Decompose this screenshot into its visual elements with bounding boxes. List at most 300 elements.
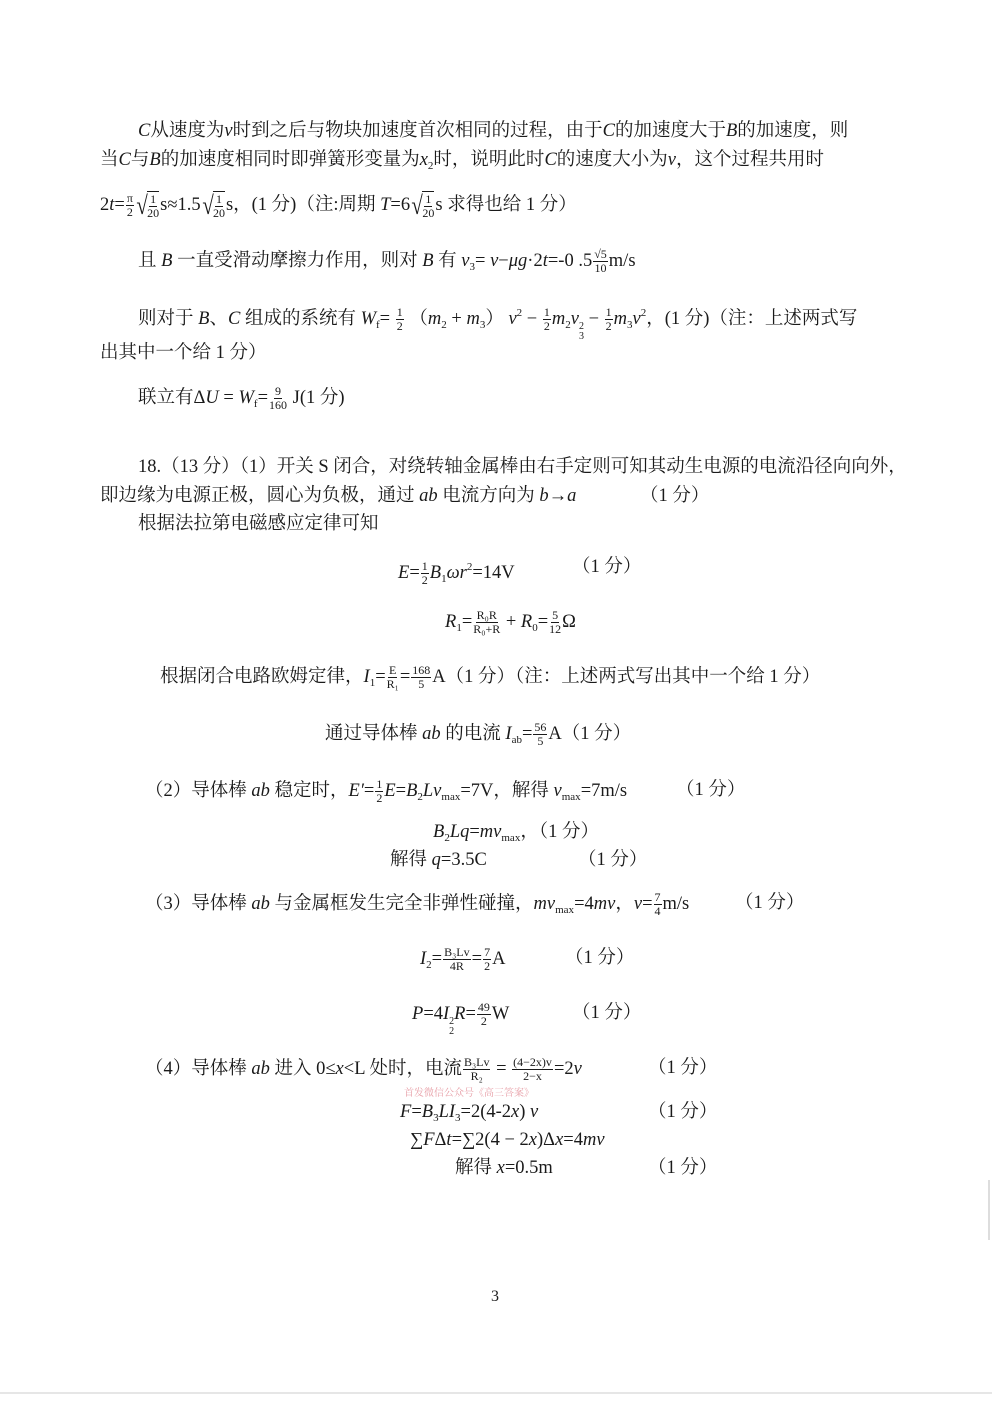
subscript: max [555, 903, 575, 916]
subscript: 2 [426, 958, 432, 971]
text-run: = [379, 309, 395, 329]
fraction-denominator: 2 [480, 1014, 487, 1028]
text-run: 即边缘为电源正极，圆心为负极，通过 [100, 486, 420, 506]
subscript: 2 [565, 319, 571, 331]
text-run: 与 [130, 150, 150, 170]
fraction [421, 560, 429, 587]
fraction [126, 192, 134, 219]
fraction-numerator: 49 [477, 1000, 490, 1014]
fraction-numerator: E [389, 663, 397, 677]
text-run: A（1 分） [548, 723, 632, 744]
text-run: 的速度大小为 [556, 150, 668, 170]
text-run: 18.（13 分）（1）开关 S 闭合，对绕转轴金属棒由右手定则可知其动生电源的电流沿径向向外， [138, 457, 907, 477]
text-run: 且 [138, 250, 162, 271]
math-variable: x [528, 1130, 537, 1150]
text-run: − [583, 309, 604, 329]
fraction-numerator: 1 [215, 192, 222, 206]
fraction [512, 1056, 553, 1083]
text-run: 根据法拉第电磁感应定律可知 [138, 514, 379, 534]
math-variable: W [360, 309, 376, 329]
text-line [410, 1128, 605, 1152]
text-run: 与金属框发生完全非弹性碰撞， [269, 893, 534, 914]
fraction-numerator: √5 [594, 247, 607, 261]
math-variable: B [429, 563, 442, 583]
text-run: 联立有Δ [138, 387, 206, 408]
text-run: = [475, 250, 491, 271]
fraction [533, 721, 547, 748]
text-run: Ω [562, 611, 576, 632]
text-run: ·2 [527, 250, 543, 271]
fraction [443, 946, 471, 973]
radical-sign-icon: √ [136, 190, 148, 220]
text-line [455, 1156, 553, 1180]
fraction-denominator: 20 [212, 206, 225, 220]
text-run: = [491, 1058, 512, 1079]
text-run: = [537, 611, 549, 632]
text-run: （3）导体棒 [145, 893, 252, 914]
subscript: 1 [441, 573, 447, 585]
text-line [138, 119, 848, 143]
fraction-denominator: 4 [654, 904, 661, 918]
text-run: = [363, 780, 375, 801]
fraction [549, 609, 561, 636]
score-mark: （1 分） [735, 893, 805, 913]
text-run: =14V [472, 563, 515, 583]
math-variable: m [466, 309, 480, 329]
subscript: 2 [441, 319, 447, 331]
fraction-numerator: B₃Lv [463, 1055, 490, 1069]
math-variable: x [511, 1102, 520, 1122]
subscript: max [501, 832, 521, 844]
fraction-denominator: R₂ [470, 1069, 483, 1083]
subscript: 3 [433, 1112, 439, 1124]
text-run: m/s [662, 893, 690, 914]
math-variable: v [633, 893, 643, 914]
subscript: f [253, 397, 258, 410]
text-line [138, 385, 345, 416]
radical-sign-icon: √ [202, 190, 214, 220]
math-variable: m [613, 309, 628, 329]
fraction [477, 1001, 491, 1028]
math-variable: I [505, 723, 512, 744]
math-variable: v [224, 121, 233, 141]
text-run: 从速度为 [150, 121, 225, 141]
text-line [145, 778, 627, 809]
text-run: =0.5m [504, 1158, 553, 1178]
fraction-denominator: 20 [422, 206, 435, 220]
math-variable: E [384, 780, 396, 801]
text-run: 时，说明此时 [433, 150, 545, 170]
math-variable: a [567, 486, 577, 506]
fraction-numerator: 9 [275, 384, 281, 398]
math-variable: U [205, 387, 219, 408]
text-run: = [218, 387, 239, 408]
text-run: = [469, 822, 480, 842]
fraction-numerator: 1 [396, 305, 403, 320]
text-run: =-0 .5 [547, 250, 593, 271]
fraction [483, 946, 491, 973]
math-variable: v [490, 250, 499, 271]
math-variable: W [238, 387, 254, 408]
text-line [325, 721, 631, 752]
math-variable: Lv [422, 780, 442, 801]
text-run: 出其中一个给 1 分） [100, 343, 267, 363]
math-variable: v [667, 150, 677, 170]
subscript: 3 [578, 331, 584, 342]
superscript: 2 [640, 307, 647, 319]
superscript: 2 [578, 321, 584, 332]
watermark: 首发微信公众号《高三答案》 [404, 1088, 534, 1099]
math-variable: T [380, 194, 391, 215]
superscript: 2 [516, 307, 523, 319]
text-line [100, 191, 577, 220]
text-run: = [642, 893, 653, 914]
fraction-numerator: 1 [425, 192, 432, 206]
fraction [605, 306, 613, 333]
text-line [420, 946, 505, 977]
text-run: s 求得也给 1 分） [435, 194, 577, 215]
text-run: = [465, 1003, 476, 1024]
text-run: ) [519, 1102, 531, 1122]
text-run: 、 [209, 309, 228, 329]
math-variable: v [573, 1058, 582, 1079]
text-run: = [399, 666, 411, 687]
square-root [201, 191, 226, 220]
math-variable: b [539, 486, 549, 506]
fraction-denominator: 160 [269, 398, 287, 412]
subscript: ab [511, 733, 522, 746]
text-run: 解得 [390, 850, 432, 870]
text-run: 的电流 [440, 723, 506, 744]
subscript: 1 [369, 676, 376, 689]
fraction-denominator: R₁ [386, 677, 399, 691]
fraction-denominator: 2 [605, 319, 612, 334]
fraction-numerator: 1 [150, 192, 157, 206]
fraction-numerator: 7 [484, 945, 491, 959]
text-run: 有 [433, 250, 462, 271]
math-variable: B [406, 780, 418, 801]
subscript: f [376, 319, 380, 331]
text-run: 稳定时， [269, 780, 349, 801]
math-variable: v [553, 780, 562, 801]
fraction-numerator: 5 [552, 608, 559, 622]
fraction-numerator: 1 [605, 305, 612, 320]
text-line [138, 512, 379, 536]
math-variable: C [602, 121, 615, 141]
text-run: ，（1 分） [520, 822, 599, 842]
subscript: 2 [427, 160, 434, 172]
math-variable: B [422, 250, 434, 271]
text-line [145, 891, 689, 922]
text-run: = [461, 611, 473, 632]
score-mark: （1 分） [565, 948, 635, 968]
text-run: ，这个过程共用时 [676, 150, 825, 170]
text-run: 解得 [455, 1158, 497, 1178]
fraction-numerator: (4−2x)v [513, 1055, 552, 1069]
subscript: 3 [627, 319, 633, 331]
score-mark: （1 分） [648, 1158, 718, 1178]
score-mark: （1 分） [648, 1102, 718, 1122]
text-run: J(1 分) [288, 387, 345, 408]
text-run: ∑ [410, 1130, 424, 1150]
text-line [412, 1001, 509, 1037]
text-run: 当 [100, 150, 119, 170]
fraction-denominator: 2 [484, 959, 491, 973]
text-line [138, 455, 907, 479]
math-variable: Lq [449, 822, 470, 842]
math-variable: t [446, 1130, 452, 1150]
math-variable: ab [251, 1058, 270, 1079]
math-variable: F [423, 1130, 435, 1150]
math-variable: E [398, 563, 410, 583]
math-variable: C [118, 150, 131, 170]
text-line [390, 848, 487, 872]
text-run: 的加速度大于 [614, 121, 726, 141]
subscript: max [561, 790, 581, 803]
math-variable: B [725, 121, 738, 141]
math-variable: q [431, 850, 441, 870]
fraction-denominator: 2 [421, 573, 428, 588]
fraction [593, 248, 608, 275]
text-run: 电流方向为 [437, 486, 540, 506]
text-run: + [501, 611, 521, 632]
text-run: ， [615, 893, 634, 914]
subscript: 3 [479, 319, 486, 331]
text-run: 组成的系统有 [240, 309, 361, 329]
fraction-denominator: 2 [126, 205, 133, 219]
math-variable: v [530, 1102, 539, 1122]
text-run: + [446, 309, 467, 329]
fraction-numerator: 56 [534, 720, 547, 734]
math-variable: R [454, 1003, 466, 1024]
math-variable: mv [533, 893, 556, 914]
fraction [375, 778, 383, 805]
math-variable: B [161, 250, 173, 271]
fraction [213, 191, 225, 220]
text-run: = [375, 666, 386, 687]
text-run: s≈1.5 [160, 194, 201, 215]
math-variable: B [433, 822, 445, 842]
superscript: 2 [466, 561, 473, 573]
text-run: =7V，解得 [460, 780, 554, 801]
fraction-denominator: 2 [396, 319, 403, 334]
math-variable: m [551, 309, 566, 329]
text-run: =4 [563, 1130, 583, 1150]
fraction-denominator: 2 [543, 319, 550, 334]
text-run: 根据闭合电路欧姆定律， [160, 666, 364, 687]
math-variable: C [138, 121, 151, 141]
text-run: =7m/s [580, 780, 628, 801]
subscript: 2 [417, 790, 423, 803]
subscript: max [441, 790, 461, 803]
math-variable: v [461, 250, 470, 271]
page-number: 3 [491, 1288, 499, 1305]
math-variable: t [109, 194, 115, 215]
math-variable: x [335, 1058, 344, 1079]
fraction-numerator: 168 [412, 663, 431, 677]
text-run: 时到之后与物块加速度首次相同的过程，由于 [232, 121, 603, 141]
math-variable: x [419, 150, 428, 170]
text-run: = [411, 1102, 422, 1122]
score-mark: （1 分） [572, 557, 642, 577]
fraction-denominator: 5 [418, 677, 425, 691]
text-run: m/s [608, 250, 636, 271]
text-run: =3.5C [440, 850, 487, 870]
text-line [400, 1100, 538, 1130]
fraction [543, 306, 551, 333]
subscript: 3 [469, 260, 476, 273]
text-run: A [492, 948, 506, 969]
scan-edge [0, 1392, 992, 1394]
text-run: （2）导体棒 [145, 780, 252, 801]
fraction-denominator: 20 [147, 206, 160, 220]
text-run: =4 [423, 1003, 443, 1024]
text-run: =2(4-2 [460, 1102, 512, 1122]
text-run: = [395, 780, 407, 801]
text-line [160, 664, 820, 695]
subscript: 3 [455, 1112, 461, 1124]
score-mark: （1 分） [676, 780, 746, 800]
fraction [473, 609, 500, 636]
subscript: 2 [449, 1025, 455, 1037]
math-variable: ab [251, 893, 270, 914]
fraction [269, 385, 287, 412]
math-variable: ab [251, 780, 270, 801]
math-variable: ωr [446, 563, 467, 583]
fraction-denominator: 2 [376, 791, 383, 805]
fraction [654, 891, 662, 918]
text-line [100, 484, 576, 508]
text-run: 的加速度，则 [737, 121, 849, 141]
text-run: = [471, 948, 483, 969]
text-line [445, 609, 576, 640]
fraction [387, 664, 399, 691]
text-run: 通过导体棒 [325, 723, 423, 744]
math-variable: I [363, 666, 370, 687]
fraction-denominator: 5 [537, 734, 544, 748]
text-run: = [431, 948, 443, 969]
text-line [100, 148, 824, 178]
math-variable: R [445, 611, 457, 632]
math-variable: R [520, 611, 533, 632]
square-root [135, 191, 160, 220]
math-variable: mv [479, 822, 502, 842]
text-run: =4 [574, 893, 594, 914]
text-run: 的加速度相同时即弹簧形变量为 [160, 150, 420, 170]
text-run: )Δ [537, 1130, 556, 1150]
square-root [410, 191, 435, 220]
math-variable: mv [582, 1130, 605, 1150]
text-run: 一直受滑动摩擦力作用，则对 [172, 250, 423, 271]
text-run: 进入 0≤ [269, 1058, 336, 1079]
math-variable: x [496, 1158, 505, 1178]
text-run: = [409, 563, 420, 583]
scan-edge-right [988, 1180, 990, 1240]
fraction [411, 664, 431, 691]
text-line [100, 341, 267, 365]
text-run: − [498, 250, 509, 271]
text-line [398, 555, 515, 591]
fraction-numerator: 1 [376, 777, 383, 791]
math-variable: E′ [348, 780, 364, 801]
math-variable: B [421, 1102, 434, 1122]
text-run: A（1 分）（注：上述两式写出其中一个给 1 分） [432, 666, 821, 687]
fraction [463, 1056, 491, 1083]
text-line [138, 248, 636, 279]
subscript: 2 [444, 832, 450, 844]
math-variable: m [427, 309, 442, 329]
text-run: = [521, 723, 533, 744]
text-run: 2 [100, 194, 110, 215]
radical-sign-icon: √ [411, 190, 423, 220]
text-run: − [522, 309, 542, 329]
fraction-numerator: B₃Lv [444, 945, 470, 959]
math-variable: t [542, 250, 548, 271]
score-mark: （1 分） [578, 850, 648, 870]
fraction [147, 191, 159, 220]
text-run: s，(1 分)（注:周期 [225, 194, 381, 215]
math-variable: μg [508, 250, 528, 271]
fraction-numerator: R₀R [476, 608, 497, 622]
text-run: = [257, 387, 268, 408]
subscript: 0 [532, 621, 538, 634]
math-variable: ab [422, 723, 441, 744]
text-run: =2 [553, 1058, 574, 1079]
score-mark: （1 分） [648, 1058, 718, 1078]
math-variable: B [198, 309, 210, 329]
fraction-numerator: 1 [421, 559, 428, 574]
math-variable: I [420, 948, 427, 969]
score-mark: （1 分） [572, 1003, 642, 1023]
fraction-numerator: π [126, 191, 133, 205]
math-variable: mv [593, 893, 616, 914]
fraction-denominator: 4R [449, 959, 464, 973]
text-run: （ [404, 309, 428, 329]
fraction-numerator: 1 [543, 305, 550, 320]
text-line [138, 301, 857, 342]
math-variable: ab [419, 486, 438, 506]
text-run: = [114, 194, 125, 215]
math-variable: P [412, 1003, 424, 1024]
text-run: 则对于 [138, 309, 199, 329]
math-variable: v [508, 309, 517, 329]
math-variable: C [544, 150, 557, 170]
math-variable: x [555, 1130, 564, 1150]
text-run: =∑2(4 − 2 [451, 1130, 529, 1150]
text-line [433, 820, 599, 850]
math-variable: F [400, 1102, 412, 1122]
score-mark: （1 分） [640, 486, 710, 506]
text-run: ） [485, 309, 509, 329]
math-variable: C [227, 309, 241, 329]
math-variable: v [570, 309, 579, 329]
fraction-denominator: 12 [549, 622, 562, 636]
text-run: ，(1 分)（注：上述两式写 [646, 309, 858, 329]
fraction-denominator: 2−x [523, 1069, 542, 1083]
text-run: → [548, 486, 568, 506]
fraction [422, 191, 434, 220]
math-variable: I [443, 1003, 450, 1024]
text-run: <L 处时，电流 [343, 1058, 462, 1079]
fraction-denominator: R₀+R [473, 622, 501, 636]
text-line [145, 1056, 582, 1083]
fraction-denominator: 10 [594, 261, 607, 275]
math-variable: v [632, 309, 641, 329]
subscript: 1 [456, 621, 462, 634]
superscript: 2 [449, 1015, 455, 1027]
text-run: Δ [434, 1130, 447, 1150]
fraction [396, 306, 404, 333]
